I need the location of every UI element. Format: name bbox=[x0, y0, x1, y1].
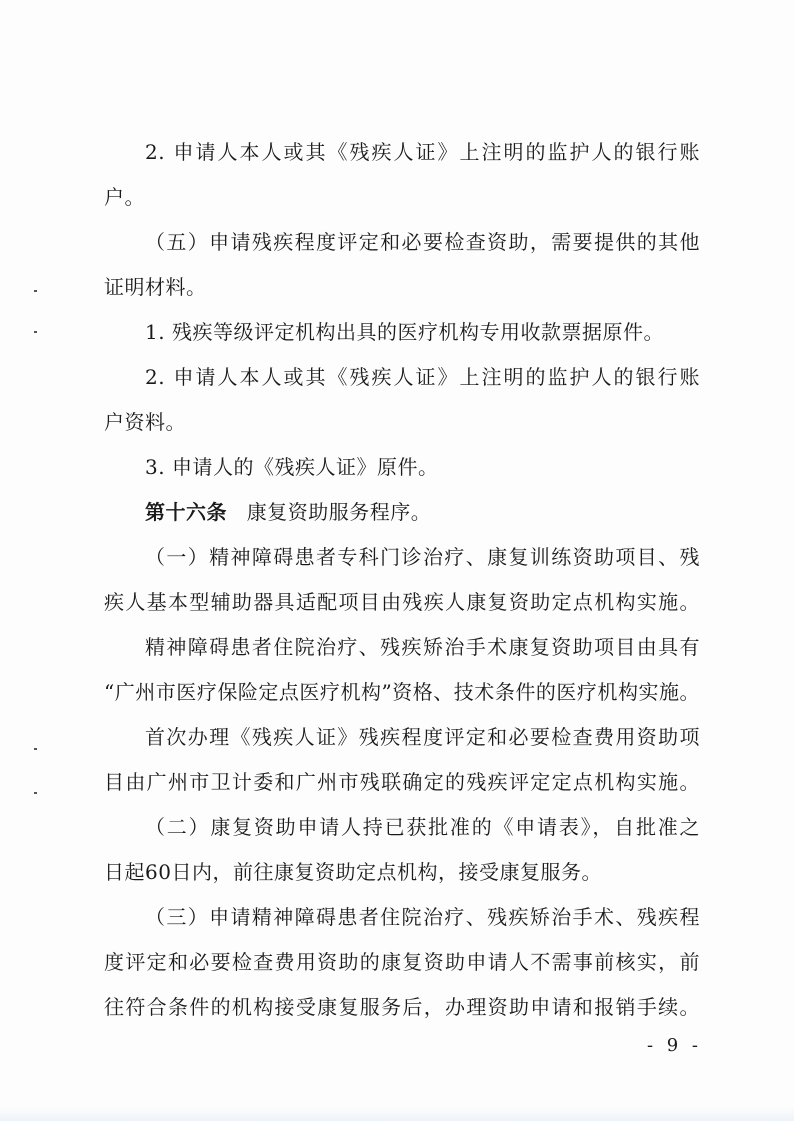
paragraph-line: 1. 残疾等级评定机构出具的医疗机构专用收款票据原件。 bbox=[145, 320, 664, 344]
paragraph-line: 证明材料。 bbox=[104, 275, 207, 299]
paragraph-line: 首次办理《残疾人证》残疾程度评定和必要检查费用资助项 bbox=[145, 725, 700, 749]
paragraph-line: 度评定和必要检查费用资助的康复资助申请人不需事前核实，前 bbox=[104, 950, 700, 974]
paragraph-line: “广州市医疗保险定点医疗机构”资格、技术条件的医疗机构实施。 bbox=[104, 680, 700, 704]
paragraph-line: （三）申请精神障碍患者住院治疗、残疾矫治手术、残疾程 bbox=[145, 905, 700, 929]
paragraph-line: 往符合条件的机构接受康复服务后，办理资助申请和报销手续。 bbox=[104, 995, 700, 1019]
paragraph-line: 疾人基本型辅助器具适配项目由残疾人康复资助定点机构实施。 bbox=[104, 590, 700, 614]
page-number: - 9 - bbox=[646, 1035, 702, 1056]
margin-mark bbox=[34, 748, 37, 750]
article-heading-line bbox=[145, 498, 700, 526]
margin-mark bbox=[34, 331, 37, 333]
paragraph-line: 2. 申请人本人或其《残疾人证》上注明的监护人的银行账 bbox=[145, 365, 700, 389]
paragraph-line: （一）精神障碍患者专科门诊治疗、康复训练资助项目、残 bbox=[145, 545, 700, 569]
margin-mark bbox=[34, 792, 37, 794]
paragraph-line: 2. 申请人本人或其《残疾人证》上注明的监护人的银行账 bbox=[145, 140, 700, 164]
paragraph-line: 日起60日内，前往康复资助定点机构，接受康复服务。 bbox=[104, 860, 602, 884]
article-number: 第十六条 bbox=[145, 500, 227, 524]
paragraph-line: 3. 申请人的《残疾人证》原件。 bbox=[145, 455, 439, 479]
paragraph-line: 户。 bbox=[104, 185, 145, 209]
paragraph-line: 精神障碍患者住院治疗、残疾矫治手术康复资助项目由具有 bbox=[145, 635, 700, 659]
article-title: 康复资助服务程序。 bbox=[246, 500, 432, 524]
paragraph-line: （二）康复资助申请人持已获批准的《申请表》，自批准之 bbox=[145, 815, 700, 839]
paragraph-line: 目由广州市卫计委和广州市残联确定的残疾评定定点机构实施。 bbox=[104, 770, 700, 794]
paragraph-line: （五）申请残疾程度评定和必要检查资助，需要提供的其他 bbox=[145, 230, 700, 254]
scan-edge bbox=[0, 1107, 794, 1121]
paragraph-line: 户资料。 bbox=[104, 410, 186, 434]
margin-mark bbox=[34, 290, 37, 292]
